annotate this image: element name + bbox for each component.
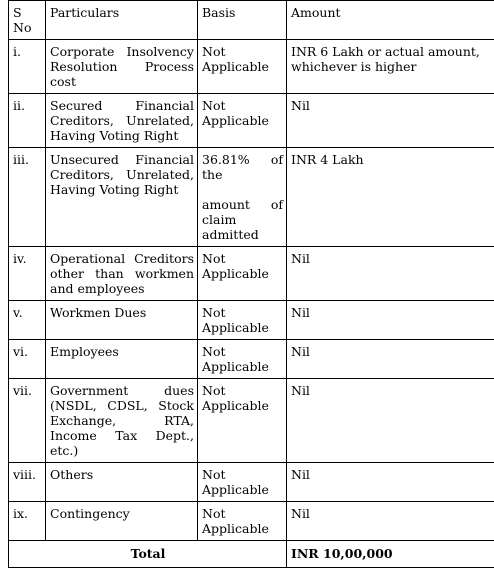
row-amount: Nil	[287, 502, 494, 541]
row-particulars: Workmen Dues	[46, 301, 198, 340]
row-basis: Not Applicable	[198, 247, 287, 301]
row-sno: ix.	[9, 502, 46, 541]
table-row	[9, 340, 494, 379]
row-basis: Not Applicable	[198, 463, 287, 502]
header-particulars: Particulars	[46, 1, 198, 40]
row-amount: Nil	[287, 94, 494, 148]
row-particulars: Secured Financial Creditors, Unrelated, Having Voting Right	[46, 94, 198, 148]
row-basis: Not Applicable	[198, 379, 287, 463]
row-amount: INR 6 Lakh or actual amount, whichever is higher	[287, 40, 494, 94]
row-basis: Not Applicable	[198, 502, 287, 541]
table-row	[9, 148, 494, 247]
fee-distribution-table	[8, 0, 494, 568]
row-basis: Not Applicable	[198, 40, 287, 94]
table-row	[9, 301, 494, 340]
total-row	[9, 541, 494, 568]
row-particulars: Unsecured Financial Creditors, Unrelated, Having Voting Right	[46, 148, 198, 247]
row-particulars: Government dues (NSDL, CDSL, Stock Exchange, RTA, Income Tax Dept., etc.)	[46, 379, 198, 463]
header-amount: Amount	[287, 1, 494, 40]
row-amount: Nil	[287, 340, 494, 379]
row-particulars: Employees	[46, 340, 198, 379]
basis-description: amount of claim admitted	[202, 197, 283, 242]
table-row	[9, 379, 494, 463]
row-sno: v.	[9, 301, 46, 340]
row-amount: INR 4 Lakh	[287, 148, 494, 247]
row-particulars: Others	[46, 463, 198, 502]
row-amount: Nil	[287, 379, 494, 463]
row-basis: Not Applicable	[198, 340, 287, 379]
row-basis: Not Applicable	[198, 301, 287, 340]
table-row	[9, 502, 494, 541]
row-sno: vii.	[9, 379, 46, 463]
row-amount: Nil	[287, 301, 494, 340]
row-basis: Not Applicable	[198, 94, 287, 148]
row-sno: viii.	[9, 463, 46, 502]
total-amount: INR 10,00,000	[287, 541, 494, 568]
row-sno: ii.	[9, 94, 46, 148]
row-particulars: Operational Creditors other than workmen and employees	[46, 247, 198, 301]
basis-percentage: 36.81% of the	[202, 152, 283, 182]
table-row	[9, 40, 494, 94]
row-particulars: Corporate Insolvency Resolution Process cost	[46, 40, 198, 94]
row-sno: vi.	[9, 340, 46, 379]
table-row	[9, 463, 494, 502]
total-label: Total	[9, 541, 287, 568]
header-basis: Basis	[198, 1, 287, 40]
row-sno: iii.	[9, 148, 46, 247]
table-row	[9, 94, 494, 148]
row-basis	[198, 148, 287, 247]
row-amount: Nil	[287, 247, 494, 301]
row-amount: Nil	[287, 463, 494, 502]
header-sno: S No	[9, 1, 46, 40]
row-particulars: Contingency	[46, 502, 198, 541]
table-row	[9, 247, 494, 301]
row-sno: iv.	[9, 247, 46, 301]
table-header-row	[9, 1, 494, 40]
row-sno: i.	[9, 40, 46, 94]
basis-gap	[202, 182, 283, 197]
